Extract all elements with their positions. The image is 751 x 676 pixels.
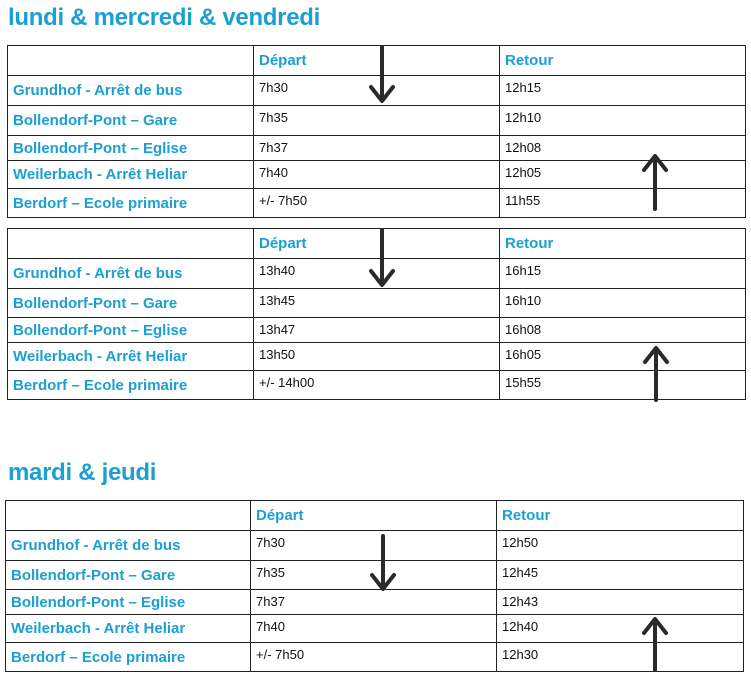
- table-header-row: [8, 46, 746, 76]
- table-row: [8, 189, 746, 218]
- table-row: [8, 343, 746, 371]
- depart-time: 7h30: [254, 76, 500, 106]
- depart-time: +/- 14h00: [254, 371, 500, 400]
- stop-name: Berdorf – Ecole primaire: [8, 189, 254, 218]
- header-depart: Départ: [254, 229, 500, 259]
- retour-time: 12h40: [497, 615, 744, 643]
- stop-name: Bollendorf-Pont – Gare: [6, 561, 251, 590]
- depart-time: 7h37: [251, 590, 497, 615]
- section-heading-mon-wed-fri: lundi & mercredi & vendredi: [8, 4, 320, 31]
- depart-time: +/- 7h50: [254, 189, 500, 218]
- schedule-table-afternoon-mwf: [7, 228, 746, 400]
- stop-name: Weilerbach - Arrêt Heliar: [6, 615, 251, 643]
- retour-time: 12h15: [500, 76, 746, 106]
- depart-time: 13h40: [254, 259, 500, 289]
- header-retour: Retour: [497, 501, 744, 531]
- retour-time: 12h10: [500, 106, 746, 136]
- table-row: [6, 590, 744, 615]
- stop-name: Bollendorf-Pont – Eglise: [6, 590, 251, 615]
- table-row: [6, 643, 744, 672]
- stop-name: Grundhof - Arrêt de bus: [6, 531, 251, 561]
- stop-name: Grundhof - Arrêt de bus: [8, 76, 254, 106]
- header-empty-cell: [8, 229, 254, 259]
- retour-time: 16h08: [500, 318, 746, 343]
- header-retour: Retour: [500, 46, 746, 76]
- table-row: [8, 136, 746, 161]
- retour-time: 12h50: [497, 531, 744, 561]
- table-header-row: [6, 501, 744, 531]
- depart-time: 7h35: [251, 561, 497, 590]
- table-row: [8, 76, 746, 106]
- header-depart: Départ: [254, 46, 500, 76]
- header-empty-cell: [6, 501, 251, 531]
- retour-time: 11h55: [500, 189, 746, 218]
- table-row: [8, 259, 746, 289]
- stop-name: Bollendorf-Pont – Eglise: [8, 318, 254, 343]
- stop-name: Berdorf – Ecole primaire: [8, 371, 254, 400]
- depart-time: +/- 7h50: [251, 643, 497, 672]
- table-row: [8, 106, 746, 136]
- depart-time: 13h47: [254, 318, 500, 343]
- table-row: [6, 531, 744, 561]
- stop-name: Grundhof - Arrêt de bus: [8, 259, 254, 289]
- depart-time: 7h37: [254, 136, 500, 161]
- header-empty-cell: [8, 46, 254, 76]
- table-row: [6, 615, 744, 643]
- stop-name: Bollendorf-Pont – Gare: [8, 289, 254, 318]
- retour-time: 12h30: [497, 643, 744, 672]
- stop-name: Bollendorf-Pont – Eglise: [8, 136, 254, 161]
- header-depart: Départ: [251, 501, 497, 531]
- table-row: [8, 289, 746, 318]
- retour-time: 16h15: [500, 259, 746, 289]
- depart-time: 7h30: [251, 531, 497, 561]
- schedule-table-morning-mwf: [7, 45, 746, 218]
- table-header-row: [8, 229, 746, 259]
- retour-time: 12h43: [497, 590, 744, 615]
- depart-time: 13h50: [254, 343, 500, 371]
- header-retour: Retour: [500, 229, 746, 259]
- depart-time: 13h45: [254, 289, 500, 318]
- retour-time: 16h10: [500, 289, 746, 318]
- schedule-table-tue-thu: [5, 500, 744, 672]
- retour-time: 16h05: [500, 343, 746, 371]
- stop-name: Bollendorf-Pont – Gare: [8, 106, 254, 136]
- table-row: [8, 371, 746, 400]
- section-heading-tue-thu: mardi & jeudi: [8, 459, 157, 486]
- depart-time: 7h40: [251, 615, 497, 643]
- table-row: [6, 561, 744, 590]
- retour-time: 12h45: [497, 561, 744, 590]
- retour-time: 15h55: [500, 371, 746, 400]
- depart-time: 7h35: [254, 106, 500, 136]
- stop-name: Weilerbach - Arrêt Heliar: [8, 343, 254, 371]
- stop-name: Berdorf – Ecole primaire: [6, 643, 251, 672]
- table-row: [8, 161, 746, 189]
- retour-time: 12h08: [500, 136, 746, 161]
- table-row: [8, 318, 746, 343]
- retour-time: 12h05: [500, 161, 746, 189]
- stop-name: Weilerbach - Arrêt Heliar: [8, 161, 254, 189]
- depart-time: 7h40: [254, 161, 500, 189]
